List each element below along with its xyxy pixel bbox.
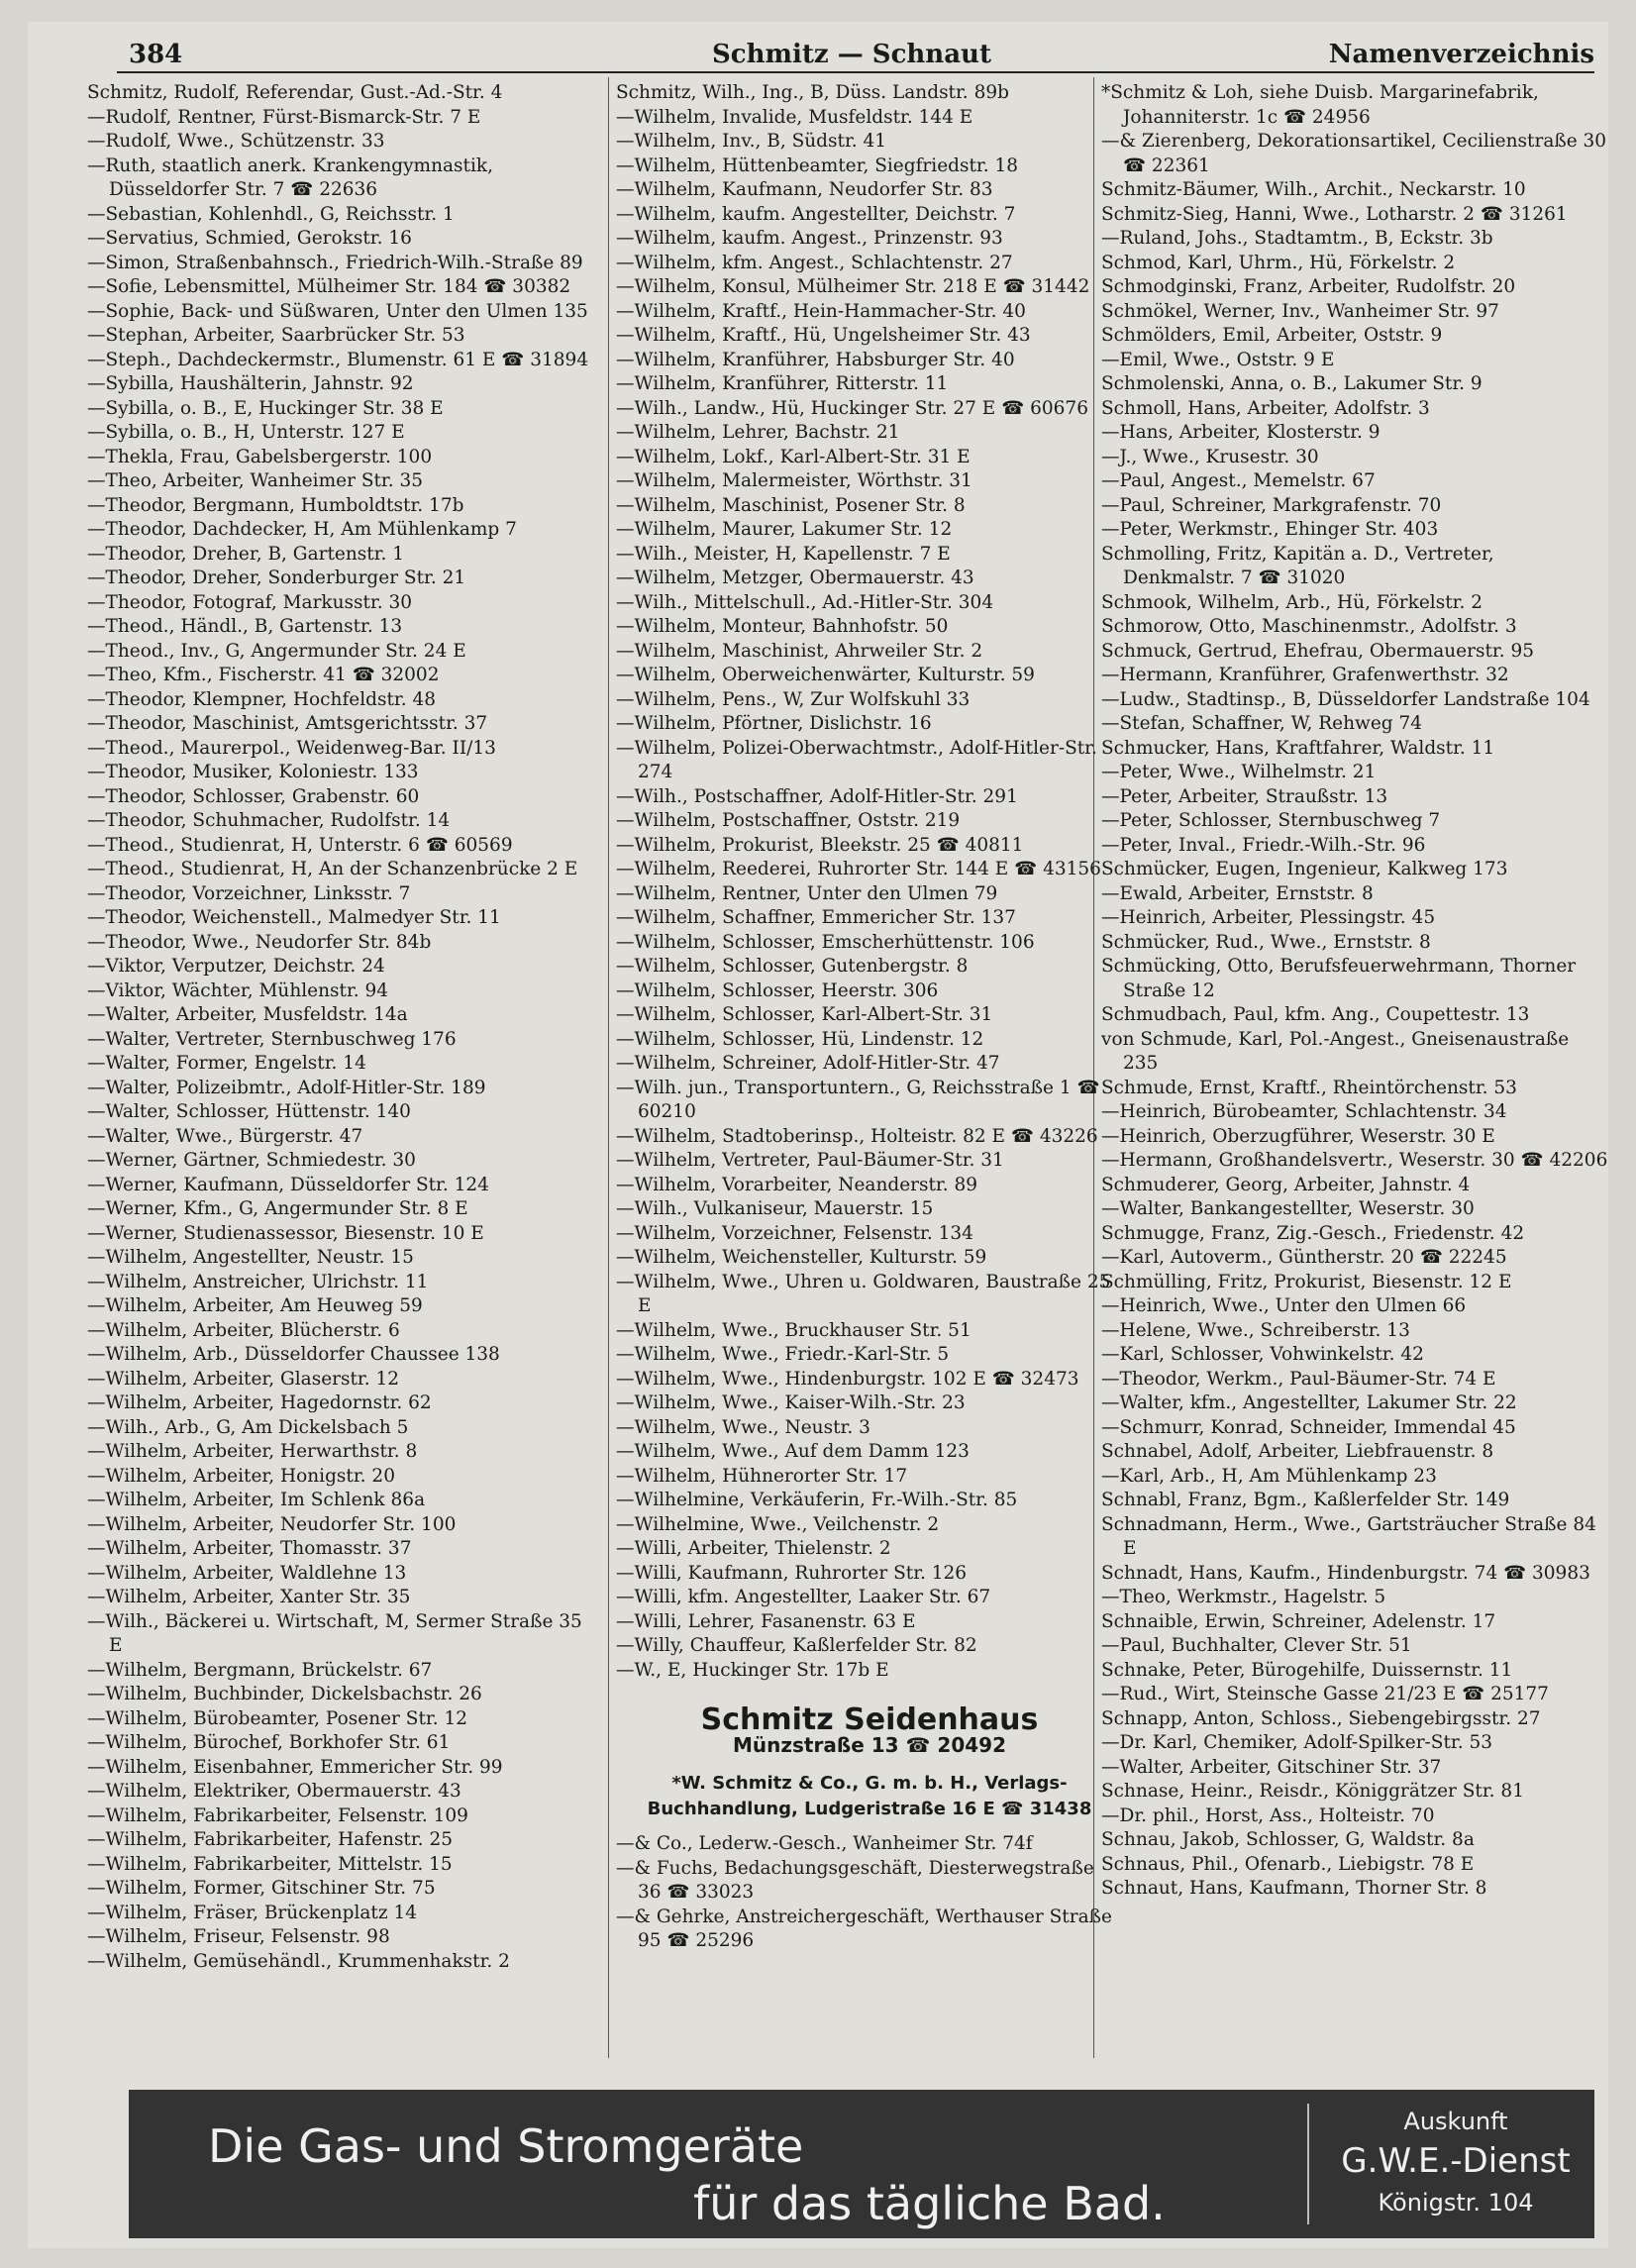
directory-entry: Schmorow, Otto, Maschinenmstr., Adolfstr. 3	[1101, 616, 1517, 637]
directory-entry: Schnapp, Anton, Schloss., Siebengebirgsstr. 27	[1101, 1707, 1541, 1729]
directory-entry: Schnadt, Hans, Kaufm., Hindenburgstr. 74 ☎ 30983	[1101, 1562, 1590, 1584]
advertisement-banner	[129, 2090, 1594, 2238]
directory-entry: Schmitz, Wilh., Ing., B, Düss. Landstr. 89b	[616, 82, 1009, 103]
directory-entry: Schmücking, Otto, Berufsfeuerwehrmann, Thorner Straße 12	[1101, 956, 1577, 1001]
directory-entry: —Walter, Arbeiter, Musfeldstr. 14a	[87, 1004, 408, 1025]
directory-entry: —Theodor, Dachdecker, H, Am Mühlenkamp 7	[87, 519, 517, 540]
directory-entry: —Thekla, Frau, Gabelsbergerstr. 100	[87, 446, 433, 467]
header-rule	[117, 71, 1594, 73]
directory-entry: —Wilhelm, Arbeiter, Honigstr. 20	[87, 1465, 395, 1487]
directory-entry: —Willi, Lehrer, Fasanenstr. 63 E	[616, 1610, 916, 1632]
directory-entry: —& Fuchs, Bedachungsgeschäft, Diesterwegstraße 36 ☎ 33023	[616, 1857, 1094, 1903]
directory-entry: —Heinrich, Wwe., Unter den Ulmen 66	[1101, 1295, 1467, 1316]
directory-entry: —Wilhelm, Kranführer, Habsburger Str. 40	[616, 349, 1015, 370]
directory-entry: —Heinrich, Oberzugführer, Weserstr. 30 E	[1101, 1125, 1495, 1147]
directory-entry: —Wilhelm, Arbeiter, Am Heuweg 59	[87, 1295, 423, 1316]
directory-entry: —Wilhelm, Hühnerorter Str. 17	[616, 1465, 908, 1487]
column-divider	[608, 77, 609, 2058]
directory-entry: —Wilhelm, Metzger, Obermauerstr. 43	[616, 567, 974, 588]
directory-entry: —Wilhelm, Wwe., Bruckhauser Str. 51	[616, 1319, 971, 1341]
directory-entry: —Wilhelm, Invalide, Musfeldstr. 144 E	[616, 106, 973, 128]
directory-entry: —Wilhelm, Konsul, Mülheimer Str. 218 E ☎ 31442	[616, 276, 1090, 297]
directory-entry: —Sybilla, Haushälterin, Jahnstr. 92	[87, 373, 414, 394]
directory-entry: —Wilhelm, Arbeiter, Blücherstr. 6	[87, 1319, 400, 1341]
directory-entry: —Wilhelm, Fabrikarbeiter, Felsenstr. 109	[87, 1804, 468, 1826]
directory-entry: —Viktor, Wächter, Mühlenstr. 94	[87, 979, 389, 1001]
banner-info-label: Auskunft	[1403, 2108, 1508, 2135]
directory-entry: —Wilhelm, Elektriker, Obermauerstr. 43	[87, 1781, 461, 1802]
directory-entry: —Wilhelm, Schreiner, Adolf-Hitler-Str. 47	[616, 1053, 1000, 1074]
directory-entry: —Werner, Gärtner, Schmiedestr. 30	[87, 1150, 416, 1171]
directory-entry: —Wilhelm, Arbeiter, Thomasstr. 37	[87, 1538, 412, 1559]
directory-entry: —Sybilla, o. B., H, Unterstr. 127 E	[87, 422, 405, 443]
directory-entry: —Rud., Wirt, Steinsche Gasse 21/23 E ☎ 25177	[1101, 1684, 1549, 1704]
directory-entry: —Wilhelm, Arbeiter, Hagedornstr. 62	[87, 1392, 432, 1413]
directory-entry: —Wilhelm, Former, Gitschiner Str. 75	[87, 1878, 436, 1899]
directory-entry: —Wilhelm, Schlosser, Heerstr. 306	[616, 979, 939, 1001]
directory-entry: —Wilhelm, Gemüsehändl., Krummenhakstr. 2	[87, 1950, 510, 1972]
directory-entry: —Willi, Kaufmann, Ruhrorter Str. 126	[616, 1562, 968, 1584]
directory-entry: —Stefan, Schaffner, W, Rehweg 74	[1101, 713, 1423, 734]
directory-entry: —Hermann, Kranführer, Grafenwerthstr. 32	[1101, 665, 1509, 685]
directory-entry: —Rudolf, Wwe., Schützenstr. 33	[87, 131, 385, 152]
directory-entry: —Theodor, Vorzeichner, Linksstr. 7	[87, 882, 411, 904]
directory-entry: —Hermann, Großhandelsvertr., Weserstr. 30 ☎ 42206	[1101, 1150, 1608, 1171]
directory-entry: —Wilhelm, Kaufmann, Neudorfer Str. 83	[616, 179, 993, 200]
directory-entry: —Wilhelm, Kraftf., Hein-Hammacher-Str. 40	[616, 300, 1026, 322]
directory-entry: Schmitz-Sieg, Hanni, Wwe., Lotharstr. 2 ☎ 31261	[1101, 203, 1568, 225]
directory-entry: —Ruth, staatlich anerk. Krankengymnastik, Düsseldorfer Str. 7 ☎ 22636	[87, 155, 493, 200]
directory-entry: —& Zierenberg, Dekorationsartikel, Cecilienstraße 30 ☎ 22361	[1101, 131, 1607, 176]
directory-entry: —Hans, Arbeiter, Klosterstr. 9	[1101, 422, 1380, 443]
directory-entry: —Wilhelm, Vorarbeiter, Neanderstr. 89	[616, 1174, 978, 1195]
directory-entry: —Theodor, Wwe., Neudorfer Str. 84b	[87, 931, 432, 953]
directory-entry: von Schmude, Karl, Pol.-Angest., Gneisenaustraße 235	[1101, 1028, 1570, 1074]
directory-entry: —Theodor, Fotograf, Markusstr. 30	[87, 591, 413, 613]
directory-entry: —Peter, Schlosser, Sternbuschweg 7	[1101, 810, 1441, 831]
directory-entry: Schmudbach, Paul, kfm. Ang., Coupettestr. 13	[1101, 1004, 1530, 1025]
directory-entry: Schmugge, Franz, Zig.-Gesch., Friedenstr. 42	[1101, 1222, 1525, 1244]
directory-entry: Schmölders, Emil, Arbeiter, Oststr. 9	[1101, 325, 1443, 346]
directory-entry: —Wilhelm, Maurer, Lakumer Str. 12	[616, 519, 953, 540]
directory-entry: —Sebastian, Kohlenhdl., G, Reichsstr. 1	[87, 203, 455, 225]
directory-entry: —Wilhelm, Schlosser, Gutenbergstr. 8	[616, 956, 969, 977]
directory-entry: —Wilhelm, Fabrikarbeiter, Hafenstr. 25	[87, 1829, 453, 1850]
directory-entry: —Wilhelm, Wwe., Kaiser-Wilh.-Str. 23	[616, 1392, 966, 1413]
directory-entry: —Paul, Angest., Memelstr. 67	[1101, 470, 1376, 491]
directory-entry: —Rudolf, Rentner, Fürst-Bismarck-Str. 7 E	[87, 106, 481, 128]
section-title: Namenverzeichnis	[1328, 40, 1594, 69]
directory-entry: —Wilhelm, kfm. Angest., Schlachtenstr. 27	[616, 252, 1013, 273]
directory-entry: —Simon, Straßenbahnsch., Friedrich-Wilh.-Straße 89	[87, 252, 583, 273]
directory-entry: —Theod., Maurerpol., Weidenweg-Bar. II/13	[87, 737, 496, 759]
directory-entry: —Sofie, Lebensmittel, Mülheimer Str. 184 ☎ 30382	[87, 276, 571, 297]
directory-entry: Schmitz-Bäumer, Wilh., Archit., Neckarstr. 10	[1101, 179, 1526, 200]
directory-entry: —Wilh., Postschaffner, Adolf-Hitler-Str. 291	[616, 785, 1018, 807]
directory-entry: —Werner, Kaufmann, Düsseldorfer Str. 124	[87, 1174, 489, 1195]
directory-entry: Schmökel, Werner, Inv., Wanheimer Str. 97	[1101, 300, 1499, 322]
directory-entry: —Wilhelm, Maschinist, Ahrweiler Str. 2	[616, 640, 983, 662]
directory-entry: —Paul, Schreiner, Markgrafenstr. 70	[1101, 494, 1442, 516]
directory-entry: —Wilh., Vulkaniseur, Mauerstr. 15	[616, 1198, 934, 1219]
directory-entry: —Theodor, Musiker, Koloniestr. 133	[87, 762, 419, 782]
directory-entry: —Theo, Arbeiter, Wanheimer Str. 35	[87, 470, 424, 491]
directory-entry: —Karl, Arb., H, Am Mühlenkamp 23	[1101, 1465, 1437, 1487]
directory-entry: —Schmurr, Konrad, Schneider, Immendal 45	[1101, 1416, 1516, 1438]
directory-entry: Schmoll, Hans, Arbeiter, Adolfstr. 3	[1101, 397, 1430, 419]
directory-entry: Schmodginski, Franz, Arbeiter, Rudolfstr. 20	[1101, 276, 1516, 297]
directory-entry: —Wilhelm, Schaffner, Emmericher Str. 137	[616, 907, 1016, 928]
directory-entry: Schmucker, Hans, Kraftfahrer, Waldstr. 11	[1101, 737, 1495, 759]
directory-entry: Schnaus, Phil., Ofenarb., Liebigstr. 78 E	[1101, 1853, 1475, 1875]
directory-entry: —Helene, Wwe., Schreiberstr. 13	[1101, 1319, 1410, 1341]
directory-entry: —Wilh., Mittelschull., Ad.-Hitler-Str. 304	[616, 591, 994, 613]
directory-entry: —Walter, Polizeibmtr., Adolf-Hitler-Str. 189	[87, 1077, 486, 1098]
directory-entry: —Theod., Händl., B, Gartenstr. 13	[87, 616, 403, 637]
directory-entry: Schmuck, Gertrud, Ehefrau, Obermauerstr. 95	[1101, 640, 1534, 662]
directory-entry: *Schmitz & Loh, siehe Duisb. Margarinefabrik, Johanniterstr. 1c ☎ 24956	[1101, 82, 1539, 128]
directory-entry: —Wilhelm, Fräser, Brückenplatz 14	[87, 1902, 418, 1923]
directory-entry: —Wilhelm, Wwe., Hindenburgstr. 102 E ☎ 32473	[616, 1368, 1079, 1390]
directory-entry: —Wilhelmine, Wwe., Veilchenstr. 2	[616, 1513, 940, 1535]
directory-entry: —Walter, Vertreter, Sternbuschweg 176	[87, 1028, 457, 1050]
directory-entry: Schnaible, Erwin, Schreiner, Adelenstr. 17	[1101, 1610, 1496, 1632]
directory-entry: —Karl, Schlosser, Vohwinkelstr. 42	[1101, 1344, 1424, 1365]
ad-text: *W. Schmitz & Co., G. m. b. H., Verlags-Buchhandlung, Ludgeristraße 16 E ☎ 31438	[647, 1773, 1092, 1819]
directory-entry: —Karl, Autoverm., Güntherstr. 20 ☎ 22245	[1101, 1247, 1507, 1268]
directory-entry: —Werner, Studienassessor, Biesenstr. 10 E	[87, 1222, 484, 1244]
directory-entry: —Steph., Dachdeckermstr., Blumenstr. 61 E ☎ 31894	[87, 349, 589, 370]
directory-entry: —W., E, Huckinger Str. 17b E	[616, 1659, 889, 1681]
directory-entry: Schnabl, Franz, Bgm., Kaßlerfelder Str. 149	[1101, 1490, 1510, 1510]
directory-entry: —Heinrich, Bürobeamter, Schlachtenstr. 34	[1101, 1101, 1507, 1122]
directory-entry: —Heinrich, Arbeiter, Plessingstr. 45	[1101, 907, 1436, 928]
banner-line-2: für das tägliche Bad.	[693, 2177, 1166, 2230]
directory-entry: Schnau, Jakob, Schlosser, G, Waldstr. 8a	[1101, 1829, 1475, 1850]
directory-entry: Schnabel, Adolf, Arbeiter, Liebfrauenstr. 8	[1101, 1441, 1494, 1462]
directory-entry: —Wilhelm, Anstreicher, Ulrichstr. 11	[87, 1271, 429, 1292]
column-2	[616, 81, 1123, 1954]
directory-entry: —Walter, kfm., Angestellter, Lakumer Str. 22	[1101, 1392, 1517, 1413]
page-number: 384	[129, 40, 183, 69]
column-1	[87, 81, 594, 1974]
directory-entry: —Sophie, Back- und Süßwaren, Unter den Ulmen 135	[87, 300, 588, 322]
directory-entry: —Theod., Inv., G, Angermunder Str. 24 E	[87, 640, 466, 662]
directory-entry: —Wilhelm, Monteur, Bahnhofstr. 50	[616, 616, 949, 637]
banner-address: Königstr. 104	[1378, 2189, 1534, 2216]
directory-entry: —Wilhelm, Angestellter, Neustr. 15	[87, 1247, 414, 1268]
directory-entry: —Wilhelm, Bergmann, Brückelstr. 67	[87, 1659, 433, 1681]
directory-entry: —Walter, Bankangestellter, Weserstr. 30	[1101, 1198, 1475, 1219]
directory-entry: —Wilhelm, Wwe., Friedr.-Karl-Str. 5	[616, 1344, 950, 1365]
directory-entry: Schmod, Karl, Uhrm., Hü, Förkelstr. 2	[1101, 252, 1456, 273]
directory-entry: —Wilhelm, Bürochef, Borkhofer Str. 61	[87, 1732, 451, 1753]
directory-entry: —Theodor, Schuhmacher, Rudolfstr. 14	[87, 810, 451, 831]
directory-entry: Schmook, Wilhelm, Arb., Hü, Förkelstr. 2	[1101, 591, 1483, 613]
directory-entry: —Wilhelm, Arbeiter, Herwarthstr. 8	[87, 1441, 418, 1462]
directory-entry: —Werner, Kfm., G, Angermunder Str. 8 E	[87, 1198, 468, 1219]
directory-entry: —Theod., Studienrat, H, An der Schanzenbrücke 2 E	[87, 859, 578, 879]
directory-entry: Schmülling, Fritz, Prokurist, Biesenstr. 12 E	[1101, 1271, 1512, 1292]
running-head: Schmitz — Schnaut	[712, 40, 991, 69]
directory-entry: —Wilhelm, Postschaffner, Oststr. 219	[616, 810, 961, 831]
directory-entry: —Theodor, Werkm., Paul-Bäumer-Str. 74 E	[1101, 1368, 1496, 1390]
directory-entry: —Wilhelm, Arbeiter, Waldlehne 13	[87, 1562, 407, 1584]
directory-entry: —Ewald, Arbeiter, Ernststr. 8	[1101, 882, 1374, 904]
directory-entry: —Wilhelmine, Verkäuferin, Fr.-Wilh.-Str. 85	[616, 1490, 1018, 1510]
directory-entry: —Wilhelm, Lehrer, Bachstr. 21	[616, 422, 900, 443]
directory-entry: —Wilhelm, Arb., Düsseldorfer Chaussee 138	[87, 1344, 500, 1365]
directory-entry: —Dr. Karl, Chemiker, Adolf-Spilker-Str. 53	[1101, 1732, 1493, 1753]
directory-entry: —Wilhelm, Arbeiter, Im Schlenk 86a	[87, 1490, 426, 1510]
directory-entry: —Theodor, Bergmann, Humboldtstr. 17b	[87, 494, 464, 516]
directory-entry: —Wilh., Arb., G, Am Dickelsbach 5	[87, 1416, 409, 1438]
directory-entry: —Theodor, Maschinist, Amtsgerichtsstr. 37	[87, 713, 488, 734]
directory-entry: —Walter, Former, Engelstr. 14	[87, 1053, 366, 1074]
ad-subtitle: Münzstraße 13 ☎ 20492	[732, 1732, 1006, 1757]
banner-line-1: Die Gas- und Stromgeräte	[208, 2119, 804, 2173]
directory-entry: —Willy, Chauffeur, Kaßlerfelder Str. 82	[616, 1635, 977, 1656]
directory-entry: —Walter, Wwe., Bürgerstr. 47	[87, 1125, 363, 1147]
directory-entry: —Wilhelm, Wwe., Uhren u. Goldwaren, Baustraße 25 E	[616, 1271, 1111, 1316]
directory-entry: Schmude, Ernst, Kraftf., Rheintörchenstr. 53	[1101, 1077, 1517, 1098]
directory-entry: —Wilhelm, Bürobeamter, Posener Str. 12	[87, 1707, 468, 1729]
directory-entry: Schnake, Peter, Bürogehilfe, Duissernstr. 11	[1101, 1659, 1513, 1681]
directory-entry: —Wilhelm, Weichensteller, Kulturstr. 59	[616, 1247, 987, 1268]
directory-entry: —Wilhelm, Wwe., Neustr. 3	[616, 1416, 870, 1438]
directory-entry: —Wilh., Meister, H, Kapellenstr. 7 E	[616, 543, 951, 565]
directory-entry: —Wilhelm, Lokf., Karl-Albert-Str. 31 E	[616, 446, 971, 467]
directory-entry: —Wilhelm, Schlosser, Karl-Albert-Str. 31	[616, 1004, 993, 1025]
directory-entry: —Emil, Wwe., Oststr. 9 E	[1101, 349, 1335, 370]
directory-entry: —Theodor, Dreher, B, Gartenstr. 1	[87, 543, 405, 565]
directory-entry: —Wilhelm, Kranführer, Ritterstr. 11	[616, 373, 949, 394]
directory-entry: —Wilhelm, Malermeister, Wörthstr. 31	[616, 470, 972, 491]
directory-entry: —Wilhelm, Arbeiter, Glaserstr. 12	[87, 1368, 400, 1390]
directory-entry: —& Gehrke, Anstreichergeschäft, Werthauser Straße 95 ☎ 25296	[616, 1906, 1112, 1951]
directory-entry: —Wilh., Bäckerei u. Wirtschaft, M, Sermer Straße 35 E	[87, 1610, 582, 1656]
directory-entry: —Peter, Werkmstr., Ehinger Str. 403	[1101, 519, 1439, 540]
directory-entry: —& Co., Lederw.-Gesch., Wanheimer Str. 74f	[616, 1833, 1033, 1854]
directory-entry: —Theo, Werkmstr., Hagelstr. 5	[1101, 1587, 1386, 1607]
directory-entry: —Wilhelm, Vorzeichner, Felsenstr. 134	[616, 1222, 973, 1244]
directory-entry: —Peter, Inval., Friedr.-Wilh.-Str. 96	[1101, 834, 1426, 856]
directory-entry: Schmuderer, Georg, Arbeiter, Jahnstr. 4	[1101, 1174, 1471, 1195]
directory-entry: —Theo, Kfm., Fischerstr. 41 ☎ 32002	[87, 665, 440, 685]
directory-entry: Schmitz, Rudolf, Referendar, Gust.-Ad.-Str. 4	[87, 82, 503, 103]
directory-entry: —Wilhelm, Buchbinder, Dickelsbachstr. 26	[87, 1684, 482, 1704]
directory-entry: —J., Wwe., Krusestr. 30	[1101, 446, 1319, 467]
directory-entry: —Wilh., Landw., Hü, Huckinger Str. 27 E ☎ 60676	[616, 397, 1088, 419]
column-3	[1101, 81, 1608, 1902]
directory-entry: —Walter, Arbeiter, Gitschiner Str. 37	[1101, 1756, 1442, 1778]
directory-entry: —Wilhelm, Vertreter, Paul-Bäumer-Str. 31	[616, 1150, 1004, 1171]
directory-entry: Schmücker, Rud., Wwe., Ernststr. 8	[1101, 931, 1431, 953]
directory-entry: —Wilhelm, Pförtner, Dislichstr. 16	[616, 713, 932, 734]
directory-entry: —Stephan, Arbeiter, Saarbrücker Str. 53	[87, 325, 465, 346]
directory-entry: —Willi, kfm. Angestellter, Laaker Str. 67	[616, 1587, 991, 1607]
directory-entry: —Theodor, Schlosser, Grabenstr. 60	[87, 785, 420, 807]
directory-entry: Schnaut, Hans, Kaufmann, Thorner Str. 8	[1101, 1878, 1487, 1899]
directory-entry: —Paul, Buchhalter, Clever Str. 51	[1101, 1635, 1412, 1656]
directory-entry: —Wilhelm, Reederei, Ruhrorter Str. 144 E ☎ 43156	[616, 859, 1101, 879]
directory-entry: —Theod., Studienrat, H, Unterstr. 6 ☎ 60569	[87, 834, 513, 856]
directory-entry: —Wilhelm, Schlosser, Emscherhüttenstr. 106	[616, 931, 1035, 953]
directory-entry: —Ludw., Stadtinsp., B, Düsseldorfer Landstraße 104	[1101, 688, 1590, 710]
directory-entry: —Willi, Arbeiter, Thielenstr. 2	[616, 1538, 891, 1559]
directory-entry: —Wilhelm, kaufm. Angest., Prinzenstr. 93	[616, 228, 1003, 249]
directory-entry: Schnase, Heinr., Reisdr., Königgrätzer Str. 81	[1101, 1781, 1524, 1802]
banner-service-name: G.W.E.-Dienst	[1341, 2141, 1571, 2181]
directory-entry: —Wilhelm, Polizei-Oberwachtmstr., Adolf-Hitler-Str. 274	[616, 737, 1097, 782]
directory-entry: —Theodor, Weichenstell., Malmedyer Str. 11	[87, 907, 501, 928]
directory-entry: —Wilhelm, Maschinist, Posener Str. 8	[616, 494, 966, 516]
directory-entry: —Wilhelm, Kraftf., Hü, Ungelsheimer Str. 43	[616, 325, 1031, 346]
ad-title: Schmitz Seidenhaus	[700, 1702, 1039, 1737]
directory-entry: —Dr. phil., Horst, Ass., Holteistr. 70	[1101, 1804, 1435, 1826]
directory-entry: —Walter, Schlosser, Hüttenstr. 140	[87, 1101, 411, 1122]
directory-entry: —Servatius, Schmied, Gerokstr. 16	[87, 228, 412, 249]
directory-entry: —Sybilla, o. B., E, Huckinger Str. 38 E	[87, 397, 444, 419]
advertisement	[616, 1702, 1123, 1822]
directory-entry: —Peter, Arbeiter, Straußstr. 13	[1101, 785, 1388, 807]
directory-entry: —Wilhelm, Wwe., Auf dem Damm 123	[616, 1441, 970, 1462]
directory-entry: —Theodor, Dreher, Sonderburger Str. 21	[87, 567, 466, 588]
directory-entry: —Wilhelm, Arbeiter, Xanter Str. 35	[87, 1587, 411, 1607]
directory-entry: —Wilh. jun., Transportuntern., G, Reichsstraße 1 ☎ 60210	[616, 1077, 1100, 1122]
directory-entry: —Wilhelm, Friseur, Felsenstr. 98	[87, 1926, 390, 1947]
directory-entry: —Wilhelm, Pens., W, Zur Wolfskuhl 33	[616, 688, 971, 710]
directory-entry: —Wilhelm, Inv., B, Südstr. 41	[616, 131, 887, 152]
directory-entry: —Wilhelm, Hüttenbeamter, Siegfriedstr. 18	[616, 155, 1019, 176]
directory-entry: —Wilhelm, Prokurist, Bleekstr. 25 ☎ 40811	[616, 834, 1024, 856]
directory-entry: Schnadmann, Herm., Wwe., Gartsträucher Straße 84 E	[1101, 1513, 1596, 1559]
directory-entry: —Wilhelm, Eisenbahner, Emmericher Str. 99	[87, 1756, 503, 1778]
directory-entry: Schmolling, Fritz, Kapitän a. D., Vertreter, Denkmalstr. 7 ☎ 31020	[1101, 543, 1494, 588]
directory-entry: Schmolenski, Anna, o. B., Lakumer Str. 9	[1101, 373, 1483, 394]
directory-entry: —Wilhelm, Oberweichenwärter, Kulturstr. 59	[616, 665, 1035, 685]
directory-entry: —Wilhelm, Arbeiter, Neudorfer Str. 100	[87, 1513, 457, 1535]
directory-entry: —Wilhelm, Stadtoberinsp., Holteistr. 82 E ☎ 43226	[616, 1125, 1098, 1147]
banner-divider	[1307, 2104, 1309, 2224]
directory-entry: —Wilhelm, Fabrikarbeiter, Mittelstr. 15	[87, 1853, 453, 1875]
directory-entry: —Viktor, Verputzer, Deichstr. 24	[87, 956, 385, 977]
directory-entry: —Wilhelm, Rentner, Unter den Ulmen 79	[616, 882, 998, 904]
directory-entry: —Wilhelm, Schlosser, Hü, Lindenstr. 12	[616, 1028, 984, 1050]
directory-entry: —Peter, Wwe., Wilhelmstr. 21	[1101, 762, 1377, 782]
directory-entry: Schmücker, Eugen, Ingenieur, Kalkweg 173	[1101, 859, 1508, 879]
directory-entry: —Wilhelm, kaufm. Angestellter, Deichstr. 7	[616, 203, 1016, 225]
directory-entry: —Ruland, Johs., Stadtamtm., B, Eckstr. 3b	[1101, 228, 1493, 249]
directory-entry: —Theodor, Klempner, Hochfeldstr. 48	[87, 688, 437, 710]
